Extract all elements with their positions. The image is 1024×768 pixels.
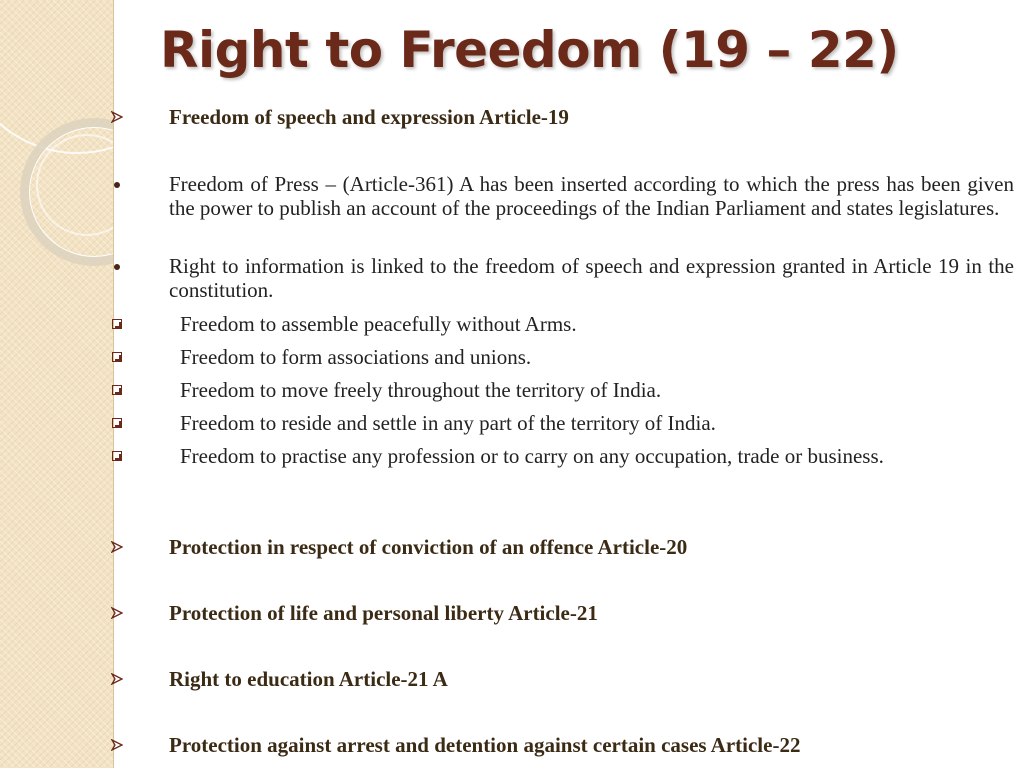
checkbox-square-icon — [110, 411, 124, 435]
checkbox-square-icon — [110, 378, 124, 402]
bullet-dot-icon — [110, 254, 124, 278]
list-item-text: Freedom to reside and settle in any part of the territory of India. — [180, 411, 716, 435]
arrow-icon — [110, 105, 124, 129]
checkbox-square-icon — [110, 345, 124, 369]
checkbox-square-icon — [110, 444, 124, 468]
list-item-text: Protection against arrest and detention against certain cases Article-22 — [169, 733, 801, 757]
arrow-icon — [110, 733, 124, 757]
arrow-icon — [110, 535, 124, 559]
list-item-text: Freedom to assemble peacefully without Arms. — [180, 312, 577, 336]
arrow-icon — [110, 601, 124, 625]
arrow-icon — [110, 667, 124, 691]
list-item-text: Protection of life and personal liberty Article-21 — [169, 601, 598, 625]
list-item-text: Protection in respect of conviction of an offence Article-20 — [169, 535, 688, 559]
checkbox-square-icon — [110, 312, 124, 336]
list-item-text: Right to information is linked to the freedom of speech and expression granted in Article 19 in the constitution. — [169, 254, 1014, 302]
list-item-text: Freedom to form associations and unions. — [180, 345, 532, 369]
bullet-dot-icon — [110, 172, 124, 196]
slide-title: Right to Freedom (19 – 22) — [160, 21, 899, 79]
list-item-text: Freedom to move freely throughout the territory of India. — [180, 378, 662, 402]
list-item-text: Freedom to practise any profession or to carry on any occupation, trade or business. — [180, 444, 884, 468]
list-item-text: Freedom of Press – (Article-361) A has been inserted according to which the press has been given the power to publish an account of the proceedings of the Indian Parliament and states legislatures. — [169, 172, 1014, 220]
decorative-sidebar — [0, 0, 114, 768]
list-item-text: Freedom of speech and expression Article-19 — [169, 105, 569, 129]
list-item-text: Right to education Article-21 A — [169, 667, 448, 691]
